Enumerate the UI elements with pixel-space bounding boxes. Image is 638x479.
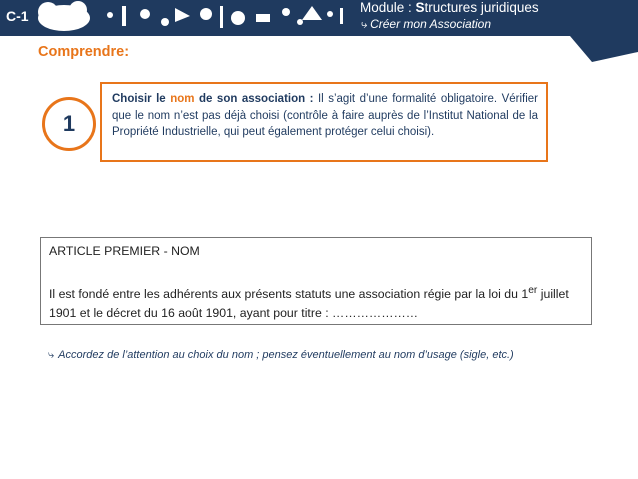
submodule-name: Créer mon Association — [370, 17, 492, 31]
module-rest: tructures juridiques — [424, 0, 539, 15]
step-lead-highlight: nom — [170, 93, 195, 105]
module-title — [360, 0, 539, 15]
tip-text: Accordez de l’attention au choix du nom ; pensez éventuellement au nom d’usage (sigle, etc.) — [58, 349, 514, 361]
tip-arrow-icon: ⤷ — [48, 349, 55, 361]
step-description — [100, 82, 548, 162]
step-lead — [112, 93, 313, 105]
submodule-title — [360, 17, 491, 32]
article-text-b: juillet 1901 et le décret du 16 août 1901, ayant pour titre : ………………… — [49, 286, 569, 321]
step-body: Il s’agit d’une formalité obligatoire. Vérifier que le nom n’est pas déjà choisi (contrôle à faire auprès de l’Institut National de la Propriété Industrielle, qui peut également protéger celui choisi). — [112, 93, 539, 138]
section-title: Comprendre: — [38, 44, 130, 60]
module-code: C-1 — [6, 8, 29, 24]
tip-note — [48, 349, 514, 362]
article-text — [49, 284, 569, 321]
article-text-a: Il est fondé entre les adhérents aux présents statuts une association régie par la loi du 1 — [49, 286, 529, 301]
module-initial: S — [415, 0, 425, 15]
article-text-sup: er — [528, 284, 538, 296]
step-number: 1 — [62, 111, 76, 136]
article-box — [40, 237, 592, 325]
article-title: ARTICLE PREMIER - NOM — [49, 244, 200, 258]
submodule-arrow-icon: ⤷ — [360, 17, 367, 31]
step-lead-b: de son association : — [194, 93, 314, 105]
step-lead-a: Choisir le — [112, 93, 171, 105]
module-prefix: Module : — [360, 0, 416, 15]
step-number-badge — [42, 97, 96, 151]
